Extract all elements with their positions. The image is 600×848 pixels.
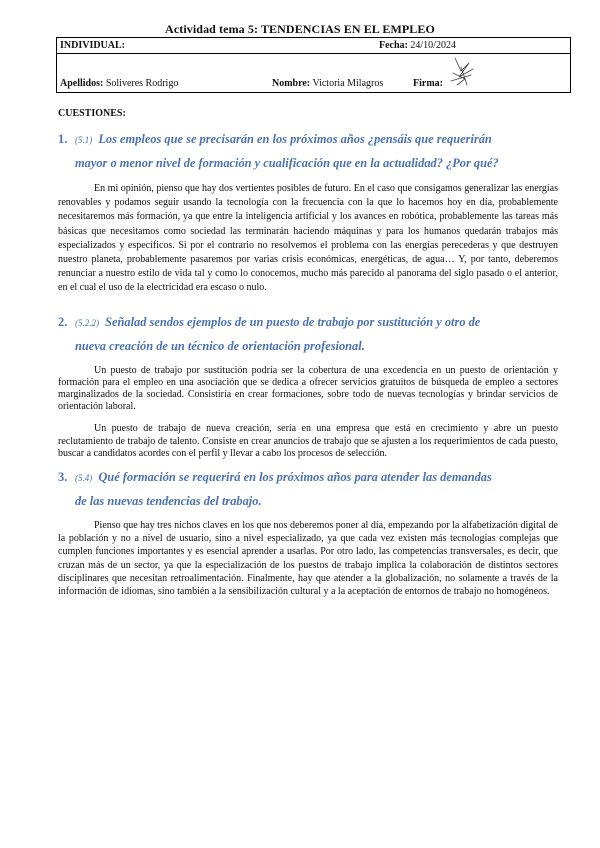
individual-label-text: INDIVIDUAL:	[60, 40, 126, 51]
question-3-text-line2: de las nuevas tendencias del trabajo.	[75, 494, 262, 509]
individual-label	[60, 40, 125, 51]
header-row-divider	[57, 53, 570, 54]
nombre-value: Victoria Milagros	[312, 78, 384, 89]
fecha-label: Fecha:	[379, 40, 408, 51]
document-body	[58, 108, 558, 598]
question-3-text-line1: Qué formación se requerirá en los próximos años para atender las demandas	[98, 470, 492, 485]
answer-1-paragraph: En mi opinión, pienso que hay dos vertientes posibles de futuro. En el caso que consigamos generalizar las energías renovables y podamos seguir usando la tecnología con la frecuencia con la que lo hacemos hoy en día, probablemente necesitaremos más formación, ya que entre la inteligencia artificial y los avances en robótica, probablemente las tareas más básicas que necesitamos como sociedad las terminarán haciendo máquinas y para los humanos quedarán trabajos más especializados y específicos. Si por el contrario no resolvemos el problema con las energías perecederas y que destruyen nuestro planeta, probablemente pasaremos por varias crisis económicas, energéticas, de agua… Y, por tanto, deberemos renunciar a nuestro estilo de vida tal y como lo conocemos, mucho más parecido al panorama del siglo pasado o el anterior, en el cual el uso de la electricidad era escaso o nulo.	[58, 183, 558, 294]
answer-3-paragraph: Pienso que hay tres nichos claves en los que nos deberemos poner al día, empezando por la alfabetización digital de la población y no a nivel de usuario, sino a nivel especializado, ya que cada vez existen más tecnologías complejas que cumplen funciones importantes y es esencial aprender a usarlas. Por otro lado, las competencias transversales, es decir, que cruzan más de un sector, ya que la especialización de los puestos de trabajo implica la colaboración de distintos sectores disciplinares que necesitan retroalimentación. Finalmente, hay que atender a la globalización, no solamente a través de la información de idiomas, sino también a la sensibilización cultural y a la aceptación de entornos de trabajo no homogéneos.	[58, 520, 558, 598]
fecha-field	[379, 40, 456, 51]
nombre-field	[272, 78, 383, 89]
question-2	[58, 311, 558, 358]
question-2-ref: (5.2.2)	[75, 317, 99, 328]
question-3	[58, 466, 558, 513]
question-2-text-line1: Señalad sendos ejemplos de un puesto de trabajo por sustitución y otro de	[105, 314, 481, 329]
apellidos-field	[60, 78, 178, 89]
answer-2-paragraph-1: Un puesto de trabajo por sustitución podría ser la cobertura de una excedencia en un puesto de orientación y formación para el empleo en una asociación que se dedica a ofrecer servicios gratuitos de búsqueda de empleo a sectores marginalizados de la sociedad. Consistiría en crear formaciones, sobre todo de nuevas tecnologías y brindar servicios de orientación laboral.	[58, 364, 558, 413]
apellidos-label: Apellidos:	[60, 78, 104, 89]
question-2-text-line2: nueva creación de un técnico de orientación profesional.	[75, 338, 365, 353]
question-1-number: 1.	[58, 132, 68, 146]
fecha-value: 24/10/2024	[410, 40, 456, 51]
question-1-text-line1: Los empleos que se precisarán en los próximos años ¿pensáis que requerirán	[98, 132, 492, 146]
cuestiones-heading: CUESTIONES:	[58, 108, 126, 119]
question-1	[58, 128, 558, 175]
question-1-ref: (5.1)	[75, 135, 93, 145]
header-table	[56, 37, 571, 93]
question-2-number: 2.	[58, 314, 68, 329]
signature-image	[447, 55, 477, 89]
page-title: Actividad tema 5: TENDENCIAS EN EL EMPLEO	[165, 22, 435, 36]
nombre-label: Nombre:	[272, 78, 311, 89]
question-1-text-line2: mayor o menor nivel de formación y cualificación que en la actualidad? ¿Por qué?	[75, 156, 499, 170]
answer-2-paragraph-2: Un puesto de trabajo de nueva creación, sería en una empresa que está en crecimiento y abre un puesto reclutamiento de trabajo de talento. Consiste en crear anuncios de trabajo que se ajusten a los requerimientos de cada puesto, buscar a candidatos acordes con el perfil y llevar a cabo los procesos de selección.	[58, 423, 558, 459]
firma-label: Firma:	[413, 78, 443, 89]
question-3-number: 3.	[58, 470, 68, 485]
apellidos-value: Soliveres Rodrigo	[105, 78, 179, 89]
firma-field	[413, 78, 443, 89]
question-3-ref: (5.4)	[75, 473, 93, 484]
